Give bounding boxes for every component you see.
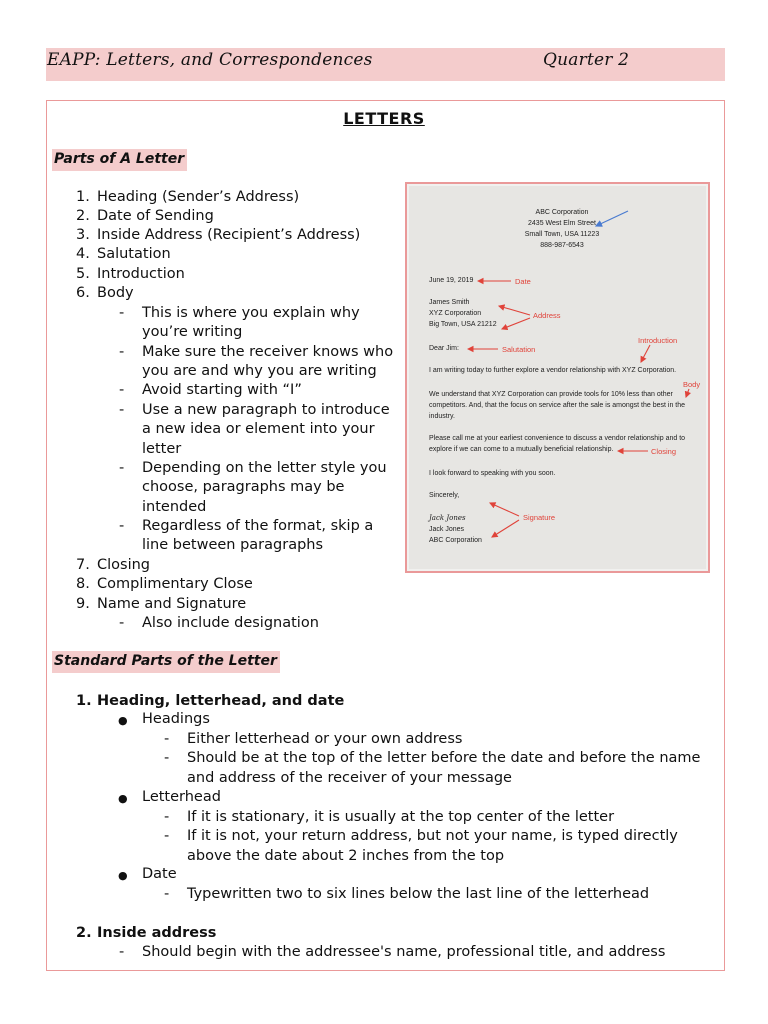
sub-item-line: intended: [142, 499, 207, 515]
document-title: EAPP: Letters, and Correspondences: [47, 50, 373, 70]
sub-item-line: Use a new paragraph to introduce: [142, 402, 390, 418]
annotation-body: Body: [683, 380, 701, 389]
letter-date: June 19, 2019: [429, 277, 474, 284]
dash-marker: -: [119, 344, 125, 360]
letter-signature: Jack Jones: [429, 514, 466, 522]
sub-item-line: and address of the receiver of your message: [187, 770, 512, 786]
list-item: Name and Signature: [97, 596, 247, 612]
sub-item-line: letter: [142, 441, 182, 457]
annotation-signature: Signature: [523, 513, 556, 522]
list-item: Inside address: [97, 925, 217, 941]
quarter-label: Quarter 2: [543, 50, 630, 70]
list-number: 1.: [76, 189, 90, 205]
letter-closing-line: Please call me at your earliest convenience to discuss a vendor relationship and to: [429, 435, 686, 442]
list-item: Introduction: [97, 266, 185, 282]
list-item: Closing: [97, 557, 151, 573]
sub-item-line: If it is not, your return address, but not your name, is typed directly: [187, 828, 678, 844]
bullet-item: Headings: [142, 711, 210, 727]
sub-item-line: Avoid starting with “I”: [142, 382, 302, 398]
dash-marker: -: [164, 731, 170, 747]
dash-marker: -: [119, 305, 125, 321]
sub-item-line: choose, paragraphs may be: [142, 479, 345, 495]
page-title: LETTERS: [343, 109, 425, 128]
letter-complimentary-close: Sincerely,: [429, 492, 460, 499]
letter-name-line: ABC Corporation: [429, 537, 482, 544]
dash-marker: -: [119, 382, 125, 398]
annotation-introduction: Introduction: [638, 336, 678, 345]
letter-body-line: industry.: [429, 413, 455, 420]
list-number: 8.: [76, 576, 90, 592]
dash-marker: -: [164, 828, 170, 844]
bullet-item: Letterhead: [142, 789, 221, 805]
letter-name-line: Jack Jones: [429, 526, 465, 533]
letter-salutation: Dear Jim:: [429, 345, 459, 352]
list-number: 6.: [76, 285, 90, 301]
standard-parts-heading: Standard Parts of the Letter: [52, 651, 280, 673]
list-item: Heading (Sender’s Address): [97, 189, 300, 205]
letter-company-line: ABC Corporation: [535, 209, 589, 216]
sub-item-line: Make sure the receiver knows who: [142, 344, 394, 360]
bullet-marker: ●: [118, 714, 128, 727]
letter-body-line: competitors. And, that the focus on service after the sale is amongst the best in the: [429, 402, 686, 409]
list-number: 5.: [76, 266, 90, 282]
letter-recipient-line: Big Town, USA 21212: [429, 321, 497, 328]
list-item: Salutation: [97, 246, 171, 262]
sub-item-line: Should be at the top of the letter before the date and before the name: [187, 750, 701, 766]
letter-intro: I am writing today to further explore a vendor relationship with XYZ Corporation.: [429, 367, 677, 374]
list-number: 2.: [76, 208, 90, 224]
bullet-marker: ●: [118, 792, 128, 805]
sub-item-line: you are and why you are writing: [142, 363, 377, 379]
bullet-marker: ●: [118, 869, 128, 882]
sub-item-line: This is where you explain why: [142, 305, 360, 321]
sub-item-line: Either letterhead or your own address: [187, 731, 463, 747]
dash-marker: -: [164, 886, 170, 902]
annotation-closing: Closing: [651, 447, 677, 456]
letter-company-line: 2435 West Elm Street: [528, 220, 596, 227]
letter-body-line: We understand that XYZ Corporation can provide tools for 10% less than other: [429, 391, 673, 398]
dash-marker: -: [119, 944, 125, 960]
sub-item-line: Typewritten two to six lines below the last line of the letterhead: [187, 886, 650, 902]
bullet-item: Date: [142, 866, 177, 882]
sub-item-line: Regardless of the format, skip a: [142, 518, 374, 534]
annotation-date: Date: [515, 277, 531, 286]
list-number: 7.: [76, 557, 90, 573]
sub-item-line: Should begin with the addressee's name, professional title, and address: [142, 944, 666, 960]
sub-item-line: above the date about 2 inches from the top: [187, 848, 505, 864]
dash-marker: -: [164, 750, 170, 766]
sub-item-line: Depending on the letter style you: [142, 460, 387, 476]
letter-recipient-line: James Smith: [429, 299, 470, 306]
dash-marker: -: [119, 402, 125, 418]
sub-item-line: line between paragraphs: [142, 537, 324, 553]
list-number: 4.: [76, 246, 90, 262]
sub-item-line: If it is stationary, it is usually at the top center of the letter: [187, 809, 615, 825]
list-item: Body: [97, 285, 134, 301]
sub-item-line: you’re writing: [142, 324, 243, 340]
letter-closing-line: explore if we can come to a mutually beneficial relationship.: [429, 446, 614, 453]
dash-marker: -: [119, 518, 125, 534]
dash-marker: -: [164, 809, 170, 825]
letter-company-line: Small Town, USA 11223: [524, 231, 600, 238]
list-number: 9.: [76, 596, 90, 612]
letter-look-forward: I look forward to speaking with you soon.: [429, 470, 556, 477]
sub-item-line: Also include designation: [142, 615, 319, 631]
list-number: 1.: [76, 693, 92, 709]
annotation-salutation: Salutation: [502, 345, 536, 354]
parts-of-a-letter-heading: Parts of A Letter: [52, 149, 187, 171]
annotation-address: Address: [533, 311, 561, 320]
dash-marker: -: [119, 615, 125, 631]
dash-marker: -: [119, 460, 125, 476]
list-item: Inside Address (Recipient’s Address): [97, 227, 361, 243]
letter-recipient-line: XYZ Corporation: [429, 310, 482, 317]
list-item: Date of Sending: [97, 208, 214, 224]
list-number: 2.: [76, 925, 92, 941]
letter-company-line: 888-987-6543: [540, 242, 584, 249]
list-item: Heading, letterhead, and date: [97, 693, 345, 709]
list-number: 3.: [76, 227, 90, 243]
list-item: Complimentary Close: [97, 576, 253, 592]
sub-item-line: a new idea or element into your: [142, 421, 375, 437]
